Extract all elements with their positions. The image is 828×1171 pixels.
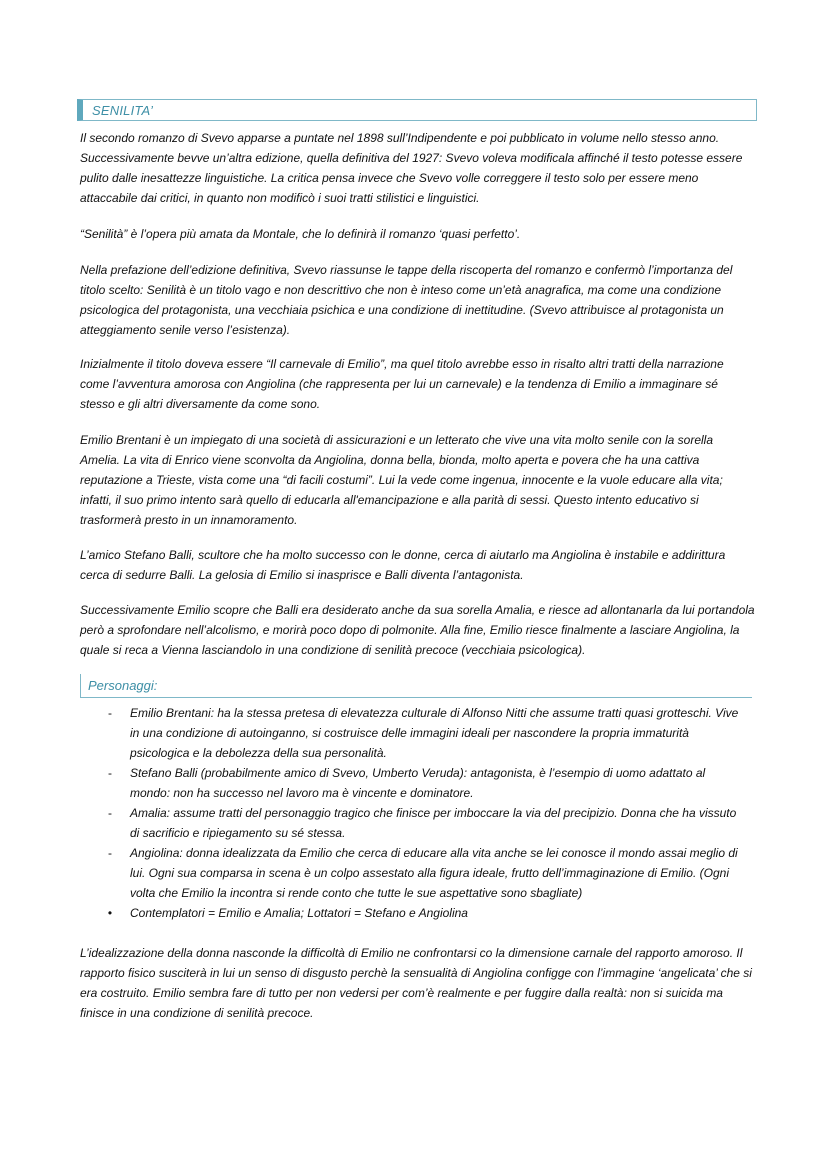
- paragraph-finale: Successivamente Emilio scopre che Balli era desiderato anche da sua sorella Amalia, e riesce ad allontanarla da lui portandola però a sprofondare nell’alcolismo, e morirà poco dopo di polmonite. Alla fine, Emilio riesce finalmente a lasciare Angiolina, la quale si reca a Vienna lasciandolo in una condizione di senilità precoce (vecchiaia psicologica).: [80, 603, 755, 657]
- list-item: [80, 703, 748, 763]
- list-item-text: Emilio Brentani: ha la stessa pretesa di elevatezza culturale di Alfonso Nitti che assume tratti quasi grotteschi. Vive in una condizione di autoinganno, si costruisce delle immagini ideali per nascondere la propria immaturità psicologica e la debolezza della sua personalità.: [130, 706, 739, 760]
- dash-marker: -: [108, 846, 112, 860]
- list-item-text: Stefano Balli (probabilmente amico di Svevo, Umberto Veruda): antagonista, è l’esempio di uomo adattato al mondo: non ha successo nel lavoro ma è vincente e dominatore.: [130, 766, 706, 800]
- list-item: [80, 763, 748, 803]
- characters-list: [80, 703, 755, 923]
- paragraph-intro: Il secondo romanzo di Svevo apparse a puntate nel 1898 sull’Indipendente e poi pubblicato in volume nello stesso anno. Successivamente bevve un’altra edizione, quella definitiva del 1927: Svevo voleva modificala affinché il testo potesse essere pulito dalle inesattezze linguistiche. La critica pensa invece che Svevo volle correggere il testo solo per essere meno attaccabile dai critici, in quanto non modificò i suoi tratti stilistici e linguistici.: [80, 131, 743, 205]
- dash-marker: -: [108, 706, 112, 720]
- paragraph-balli: L’amico Stefano Balli, scultore che ha molto successo con le donne, cerca di aiutarlo ma Angiolina è instabile e addirittura cerca di sedurre Balli. La gelosia di Emilio si inasprisce e Balli diventa l’antagonista.: [80, 548, 726, 582]
- dash-marker: -: [108, 766, 112, 780]
- characters-header: [80, 674, 752, 698]
- section-title: SENILITA’: [92, 102, 154, 118]
- list-item-text: Angiolina: donna idealizzata da Emilio che cerca di educare alla vita anche se lei conosce il mondo assai meglio di lui. Ogni sua comparsa in scena è un colpo assestato alla figura ideale, frutto dell’immaginazione di Emilio. (Ogni volta che Emilio la incontra si rende conto che tutte le sue aspettative sono sbagliate): [130, 846, 738, 900]
- paragraph-trama: Emilio Brentani è un impiegato di una società di assicurazioni e un letterato che vive una vita molto senile con la sorella Amelia. La vita di Enrico viene sconvolta da Angiolina, donna bella, bionda, molto aperta e povera che ha una cattiva reputazione a Trieste, vista come una “di facili costumi”. Lui la vede come ingenua, innocente e la vuole educare alla vita; infatti, il suo primo intento sarà quello di educarla all'emancipazione e alla parità di sessi. Questo intento educativo si trasformerà presto in un innamoramento.: [80, 433, 723, 527]
- paragraph-closing: L’idealizzazione della donna nasconde la difficoltà di Emilio ne confrontarsi co la dimensione carnale del rapporto amoroso. Il rapporto fisico susciterà in lui un senso di disgusto perchè la sensualità di Angiolina configge con l’immagine ‘angelicata’ che si era costruito. Emilio sembra fare di tutto per non vedersi per com’è realmente e per fuggire dalla realtà: non si suicida ma finisce in una condizione di senilità precoce.: [80, 946, 752, 1020]
- paragraph-montale: “Senilità” è l’opera più amata da Montale, che lo definirà il romanzo ‘quasi perfetto’.: [80, 227, 521, 241]
- bullet-dot-marker: •: [107, 906, 113, 920]
- list-item-text: Contemplatori = Emilio e Amalia; Lottatori = Stefano e Angiolina: [130, 906, 468, 920]
- list-item: [80, 903, 748, 923]
- list-item: [80, 843, 748, 903]
- dash-marker: -: [108, 806, 112, 820]
- paragraph-prefazione: Nella prefazione dell’edizione definitiva, Svevo riassunse le tappe della riscoperta del romanzo e confermò l’importanza del titolo scelto: Senilità è un titolo vago e non descrittivo che non è inteso come un’età anagrafica, ma come una condizione psicologica del protagonista, una vecchiaia psichica e una condizione di inettitudine. (Svevo attribuisce al protagonista un atteggiamento senile verso l’esistenza).: [80, 263, 733, 337]
- list-item: [80, 803, 748, 843]
- paragraph-titolo: Inizialmente il titolo doveva essere “Il carnevale di Emilio”, ma quel titolo avrebbe esso in risalto altri tratti della narrazione come l’avventura amorosa con Angiolina (che rappresenta per lui un carnevale) e la tendenza di Emilio a immaginare sé stesso e gli altri diversamente da come sono.: [80, 357, 724, 411]
- list-item-text: Amalia: assume tratti del personaggio tragico che finisce per imboccare la via del precipizio. Donna che ha vissuto di sacrificio e ripiegamento su sé stessa.: [130, 806, 737, 840]
- characters-title: Personaggi:: [88, 678, 158, 693]
- section-header: [77, 99, 757, 121]
